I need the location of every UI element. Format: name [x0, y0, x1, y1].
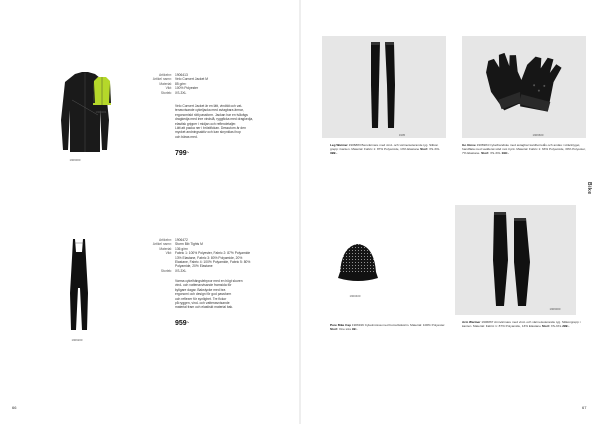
product2-spec-labels: Artikelnr: Artikel namn: Material: Vikt: Storlek: [152, 238, 172, 273]
arm-warmer-code: 1906000 [549, 307, 561, 311]
bib-tights-image [66, 238, 92, 333]
cap-code: 1900400 [349, 294, 361, 298]
cap-caption: Pure Bike Cap 1906916 Cykelmössa med bomullsskärm. Material: 100% Polyester. Storl: One size 99:- [330, 323, 446, 332]
leg-warmer-code: 1905 [398, 133, 406, 137]
product1-price: 799:- [175, 150, 190, 157]
arm-warmer-caption: Arm Warmer 1906867 Armvärmare med vind- och värmeisolerande tyg. Silikongrepp i kanten. Material: Fabric 1: 87% Polyamide, 13% Elastane Storl: XS-3XL 299:- [462, 320, 581, 329]
cap-image [336, 240, 378, 290]
jacket-lime-image [92, 75, 112, 107]
product2-description: Varma cykelhängslebyxor med en högt skuren vind- och vattenavvisande framsida för kyligare dagar. Bakstycke med bra ergonomi och design för god passform och reflexer för synlighet. Tre fickor på ryggen, vind- och vattenavvisande material fram och elastiskt material bak. [175, 279, 243, 310]
leg-warmer-caption: Leg Warmer 1906883 Benvärmare med vind- och värmeisolerande tyg. Silikon grepp i kanten. Material: Fabric 1: 87% Polyamide, 13% Elastane Storl: XS-3XL 399:- [330, 143, 440, 156]
go-glove-code: 1906600 [532, 133, 544, 137]
right-page-number: 67 [582, 405, 587, 410]
product1-spec-values: 1906413 Velo Convert Jacket M 85 g/m² 100% Polyester XS-3XL [175, 73, 208, 95]
product1-description: Velo Convert Jacket är en lätt, vindtät och vat- tenavvisande cykeljacka med avtagbara ärmar, ergonomiskt rätt passform. Jackan har en tvåvägs dragkedja med inre vindslå, ryggficka med dragkedja, elastisk gripper i midjan och reflexdetaljer. Lätt att packa ner i bröstfickan. Dessutom är den mycket andningsaktiv och kan skrynklas ihop och bäras med. [175, 104, 254, 139]
leg-warmer-image [368, 40, 398, 130]
left-page-number: 66 [12, 405, 17, 410]
arm-warmer-image [490, 210, 535, 310]
page-spine [299, 0, 301, 424]
section-label-bike: Bike [586, 182, 592, 195]
go-glove-image [482, 46, 562, 126]
bib-tights-code: 1906200 [71, 338, 83, 342]
product2-spec-values: 1906472 Storm Bib Tights M 136 g/m² Fabric 1: 100% Polyester, Fabric 2: 87% Polyamide 13% Elastane, Fabric 3: 80% Polyamide, 20% Elastane, Fabric 4: 100% Polyamide, Fabric 5: 80% Polyamide, 20% Elastane XS-3XL [175, 238, 251, 273]
jacket-black-code: 1906000 [69, 158, 81, 162]
go-glove-caption: Go Glove 1906984 Cykelhandske med avtagbar kardborrelås och andas i sträcktyget, handflata med vadderat stöd mot tryck. Material: Fabric 1: 63% Polyamide, 30% Polyester, 7% Elastane. Storl: XS-3XL 199:- [462, 143, 586, 156]
jacket-lime-code: 1906001 [95, 110, 107, 114]
product1-spec-labels: Artikelnr: Artikel namn: Material: Vikt: Storlek: [152, 73, 172, 95]
product2-price: 959:- [175, 320, 190, 327]
